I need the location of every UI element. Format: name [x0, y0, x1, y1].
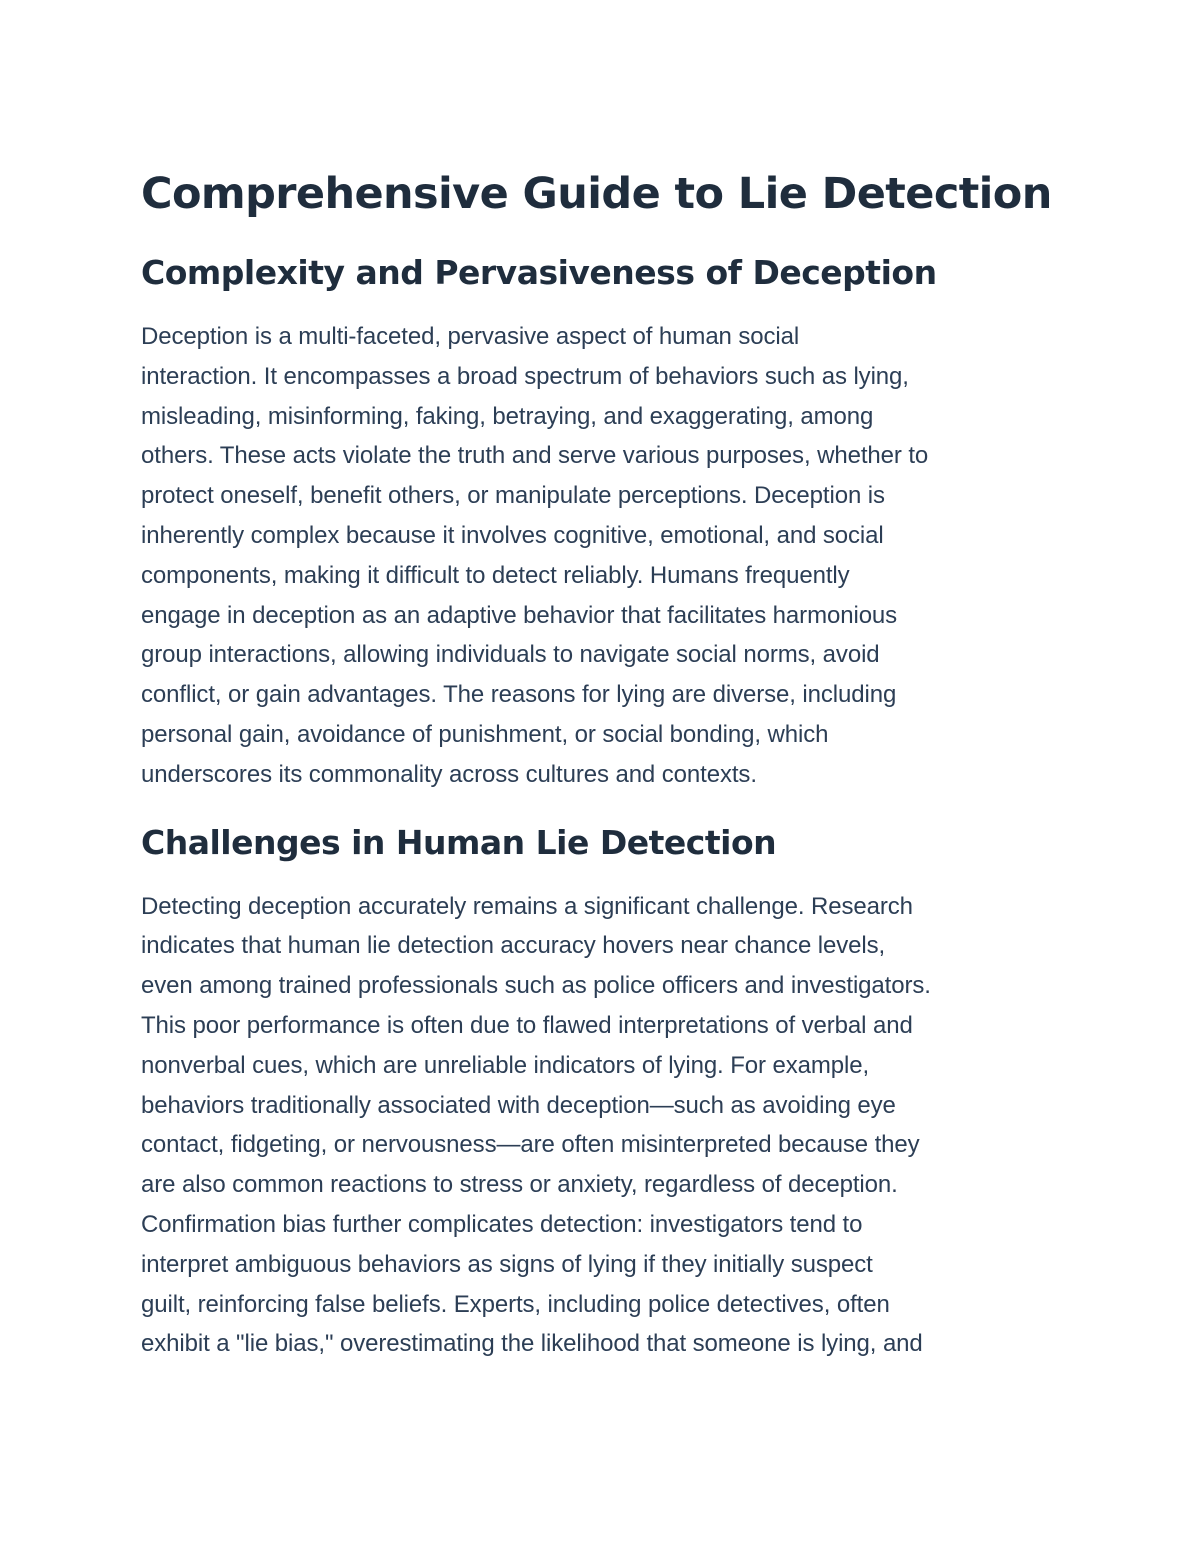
paragraph-line: This poor performance is often due to flawed interpretations of verbal and: [141, 1011, 913, 1039]
section-paragraph-complexity: [141, 317, 1066, 795]
paragraph-line: indicates that human lie detection accuracy hovers near chance levels,: [141, 932, 886, 960]
paragraph-line: even among trained professionals such as police officers and investigators.: [141, 972, 931, 1000]
paragraph-line: nonverbal cues, which are unreliable indicators of lying. For example,: [141, 1051, 870, 1079]
paragraph-line: components, making it difficult to detect reliably. Humans frequently: [141, 561, 850, 589]
paragraph-line: Deception is a multi-faceted, pervasive aspect of human social: [141, 323, 800, 350]
paragraph-line: interaction. It encompasses a broad spectrum of behaviors such as lying,: [141, 362, 909, 390]
paragraph-line: underscores its commonality across cultures and contexts.: [141, 760, 757, 788]
paragraph-line: misleading, misinforming, faking, betraying, and exaggerating, among: [141, 402, 874, 430]
paragraph-line: contact, fidgeting, or nervousness—are often misinterpreted because they: [141, 1131, 920, 1159]
paragraph-line: interpret ambiguous behaviors as signs of lying if they initially suspect: [141, 1250, 873, 1278]
section-heading-complexity: Complexity and Pervasiveness of Deception: [141, 253, 937, 292]
paragraph-line: exhibit a "lie bias," overestimating the likelihood that someone is lying, and: [141, 1330, 923, 1358]
section-paragraph-challenges: [141, 887, 1066, 1365]
paragraph-line: Detecting deception accurately remains a significant challenge. Research: [141, 892, 913, 920]
paragraph-line: personal gain, avoidance of punishment, or social bonding, which: [141, 720, 829, 748]
paragraph-line: group interactions, allowing individuals to navigate social norms, avoid: [141, 641, 880, 669]
paragraph-line: others. These acts violate the truth and serve various purposes, whether to: [141, 442, 929, 470]
paragraph-line: conflict, or gain advantages. The reasons for lying are diverse, including: [141, 681, 897, 709]
paragraph-line: engage in deception as an adaptive behavior that facilitates harmonious: [141, 601, 898, 629]
paragraph-line: protect oneself, benefit others, or manipulate perceptions. Deception is: [141, 482, 885, 510]
paragraph-line: Confirmation bias further complicates detection: investigators tend to: [141, 1210, 863, 1238]
document-title: Comprehensive Guide to Lie Detection: [141, 169, 1052, 219]
section-heading-challenges: Challenges in Human Lie Detection: [141, 822, 777, 862]
document-content: [141, 165, 1066, 1364]
paragraph-line: are also common reactions to stress or anxiety, regardless of deception.: [141, 1171, 898, 1199]
paragraph-line: guilt, reinforcing false beliefs. Experts, including police detectives, often: [141, 1290, 890, 1318]
paragraph-line: behaviors traditionally associated with deception—such as avoiding eye: [141, 1091, 896, 1119]
paragraph-line: inherently complex because it involves cognitive, emotional, and social: [141, 521, 884, 549]
